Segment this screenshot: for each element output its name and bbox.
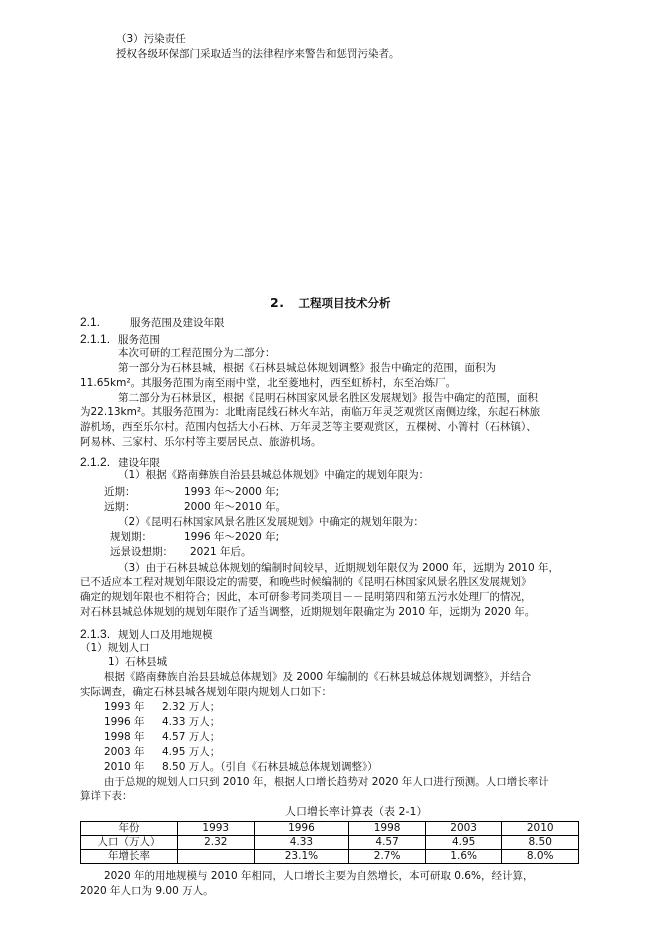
pollution-heading: （3）污染责任 [116, 33, 186, 45]
table-row [81, 836, 579, 850]
section-2-1-3-title: 规划人口及用地规模 [118, 629, 213, 641]
period-label: 远期： [104, 501, 136, 513]
table-cell [178, 850, 255, 864]
period-label: 远景设想期： [110, 546, 173, 558]
text-line: 由于总规的规划人口只到 2010 年，根据人口增长趋势对 2020 年人口进行预测。人口增长率计 [104, 776, 549, 788]
text-line: 2020 年人口为 9.00 万人。 [80, 885, 214, 897]
period-label: 规划期： [110, 531, 152, 543]
pollution-text: 授权各级环保部门采取适当的法律程序来警告和惩罚污染者。 [116, 48, 400, 60]
table-cell: 2010 [502, 822, 579, 836]
pop-value: 8.50 万人。 [162, 761, 221, 773]
text-line: 确定的规划年限也不相符合；因此，本可研参考同类项目－－昆明第四和第五污水处理厂的情况， [80, 591, 532, 603]
text-line: 第一部分为石林县城，根据《石林县城总体规划调整》报告中确定的范围，面积为 [118, 362, 496, 374]
pop-year: 1993 年 [104, 701, 145, 713]
row-label-population: 人口（万人） [81, 836, 178, 850]
text-line: 根据《路南彝族自治县县城总体规划》及 2000 年编制的《石林县城总体规划调整》，并结合 [104, 671, 532, 683]
text-line: （2）《昆明石林国家风景名胜区发展规划》中确定的规划年限为： [118, 516, 424, 528]
pop-value: 4.33 万人； [162, 716, 221, 728]
text-line: 为22.13km²。其服务范围为：北毗南昆线石林火车站，南临万年灵芝观赏区南侧边缘，东起石林旅 [80, 406, 541, 418]
table-cell: 2.32 [178, 836, 255, 850]
text-line: 对石林县城总体规划的规划年限作了适当调整，近期规划年限确定为 2010 年，远期为 2020 年。 [80, 606, 536, 618]
period-value: 2000 年～2010 年。 [184, 501, 287, 513]
table-cell: 2.7% [349, 850, 426, 864]
table-cell: 4.33 [254, 836, 349, 850]
section-2-1-2-title: 建设年限 [118, 457, 161, 469]
table-cell: 8.50 [502, 836, 579, 850]
section-2-1-title: 服务范围及建设年限 [130, 317, 225, 329]
pop-value: 2.32 万人； [162, 701, 221, 713]
section-2-1-1-number: 2.1.1. [80, 332, 111, 346]
chapter-title [270, 296, 390, 310]
table-cell: 1993 [178, 822, 255, 836]
text-line: 本次可研的工程范围分为二部分： [118, 347, 276, 359]
table-row [81, 850, 579, 864]
text-line: 实际调查，确定石林县城各规划年限内规划人口如下： [80, 686, 332, 698]
row-label-growth: 年增长率 [81, 850, 178, 864]
pop-year: 2003 年 [104, 746, 145, 758]
pop-value: 4.95 万人； [162, 746, 221, 758]
text-line: （1）根据《路南彝族自治县县城总体规划》中确定的规划年限为： [118, 469, 430, 481]
text-line: （1）规划人口 [80, 642, 150, 654]
text-line: 算详下表： [80, 790, 133, 802]
chapter-number: 2. [270, 295, 285, 310]
table-cell: 4.57 [349, 836, 426, 850]
period-value: 2021 年后。 [190, 546, 252, 558]
section-2-1-3-number: 2.1.3. [80, 627, 111, 641]
section-2-1-3 [80, 627, 213, 642]
section-2-1-1 [80, 332, 160, 347]
section-2-1-number: 2.1. [80, 315, 101, 329]
table-cell: 8.0% [502, 850, 579, 864]
text-line: 阿易林、三家村、乐尔村等主要居民点、旅游机场。 [80, 436, 322, 448]
pop-reference: （引自《石林县城总体规划调整》） [220, 761, 378, 773]
population-growth-table [80, 821, 579, 864]
period-label: 近期： [104, 486, 136, 498]
period-value: 1993 年～2000 年; [184, 486, 280, 498]
text-line: 2020 年的用地规模与 2010 年相同，人口增长主要为自然增长，本可研取 0.6%，经计算， [104, 870, 534, 882]
table-cell: 1.6% [425, 850, 502, 864]
text-line: 已不适应本工程对规划年限设定的需要，和晚些时候编制的《昆明石林国家风景名胜区发展规划》 [80, 576, 532, 588]
table-cell: 4.95 [425, 836, 502, 850]
text-line: 11.65km²。其服务范围为南至雨中堂，北至菱地村，西至虹桥村，东至冶炼厂。 [80, 377, 457, 389]
pop-value: 4.57 万人； [162, 731, 221, 743]
table-cell: 1996 [254, 822, 349, 836]
period-value: 1996 年～2020 年; [184, 531, 280, 543]
pop-year: 2010 年 [104, 761, 145, 773]
table-cell: 1998 [349, 822, 426, 836]
text-line: 第二部分为石林景区，根据《昆明石林国家风景名胜区发展规划》报告中确定的范围，面积 [118, 392, 538, 404]
section-2-1-2-number: 2.1.2. [80, 455, 111, 469]
pop-year: 1996 年 [104, 716, 145, 728]
table-caption: 人口增长率计算表（表 2-1） [285, 805, 428, 818]
pop-year: 1998 年 [104, 731, 145, 743]
text-line: （3）由于石林县城总体规划的编制时间较早，近期规划年限仅为 2000 年，远期为 2010 年， [118, 562, 559, 574]
row-label-year: 年份 [81, 822, 178, 836]
chapter-title-text: 工程项目技术分析 [298, 296, 391, 310]
section-2-1 [80, 315, 225, 330]
text-line: 游机场，西至乐尔村。范围内包括大小石林、万年灵芝等主要观赏区，五棵树、小箐村（石林镇）、 [80, 421, 537, 433]
table-cell: 2003 [425, 822, 502, 836]
section-2-1-1-title: 服务范围 [118, 334, 161, 346]
text-line: 1）石林县城 [108, 656, 168, 668]
table-cell: 23.1% [254, 850, 349, 864]
table-row [81, 822, 579, 836]
pop-value-line [162, 760, 378, 774]
